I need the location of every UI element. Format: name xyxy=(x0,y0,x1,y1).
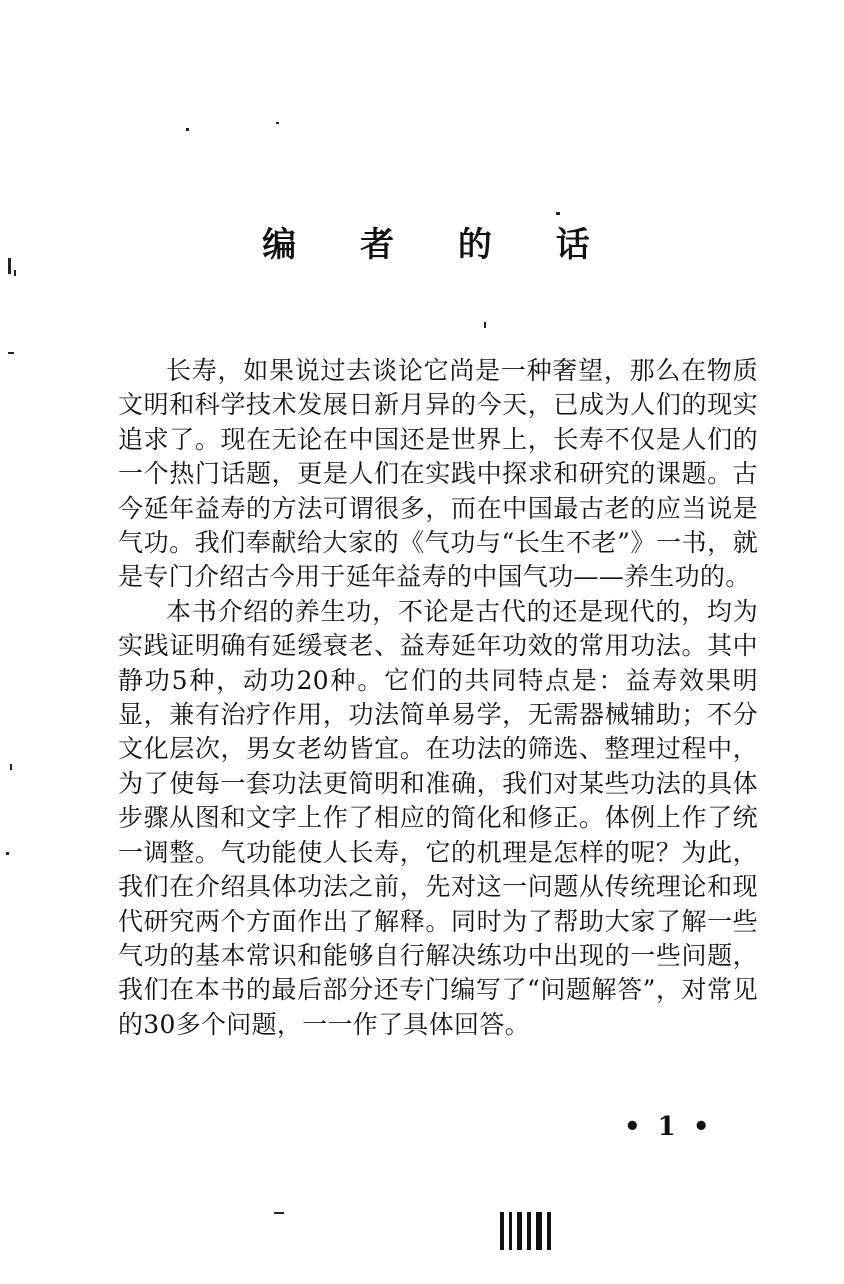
scan-speck xyxy=(8,352,14,354)
page-number: • 1 • xyxy=(624,1112,714,1142)
paragraph-1: 长寿，如果说过去谈论它尚是一种奢望，那么在物质文明和科学技术发展日新月异的今天，已成为人们的现实追求了。现在无论在中国还是世界上，长寿不仅是人们的一个热门话题，更是人们在实践中探求和研究的课题。古今延年益寿的方法可谓很多，而在中国最古老的应当说是气功。我们奉献给大家的《气功与“长生不老”》一书，就是专门介绍古今用于延年益寿的中国气功——养生功的。 xyxy=(118,356,758,592)
scan-speck xyxy=(6,852,9,855)
scan-barcode-mark xyxy=(500,1212,551,1250)
scan-speck xyxy=(276,122,279,124)
page-title: 编 者 的 话 xyxy=(262,225,616,265)
scan-speck xyxy=(186,128,189,131)
scan-speck xyxy=(14,270,16,276)
scan-speck xyxy=(10,764,12,770)
scan-speck xyxy=(556,212,560,215)
body-text xyxy=(118,354,758,1042)
scan-speck xyxy=(274,1212,284,1214)
paragraph-2: 本书介绍的养生功，不论是古代的还是现代的，均为实践证明确有延缓衰老、益寿延年功效的常用功法。其中静功5种，动功20种。它们的共同特点是：益寿效果明显，兼有治疗作用，功法简单易学，无需器械辅助；不分文化层次，男女老幼皆宜。在功法的筛选、整理过程中，为了使每一套功法更简明和准确，我们对某些功法的具体步骤从图和文字上作了相应的简化和修正。体例上作了统一调整。气功能使人长寿，它的机理是怎样的呢？为此，我们在介绍具体功法之前，先对这一问题从传统理论和现代研究两个方面作出了解释。同时为了帮助大家了解一些气功的基本常识和能够自行解决练功中出现的一些问题，我们在本书的最后部分还专门编写了“问题解答”，对常见的30多个问题，一一作了具体回答。 xyxy=(118,596,758,1039)
scan-speck xyxy=(484,322,486,328)
